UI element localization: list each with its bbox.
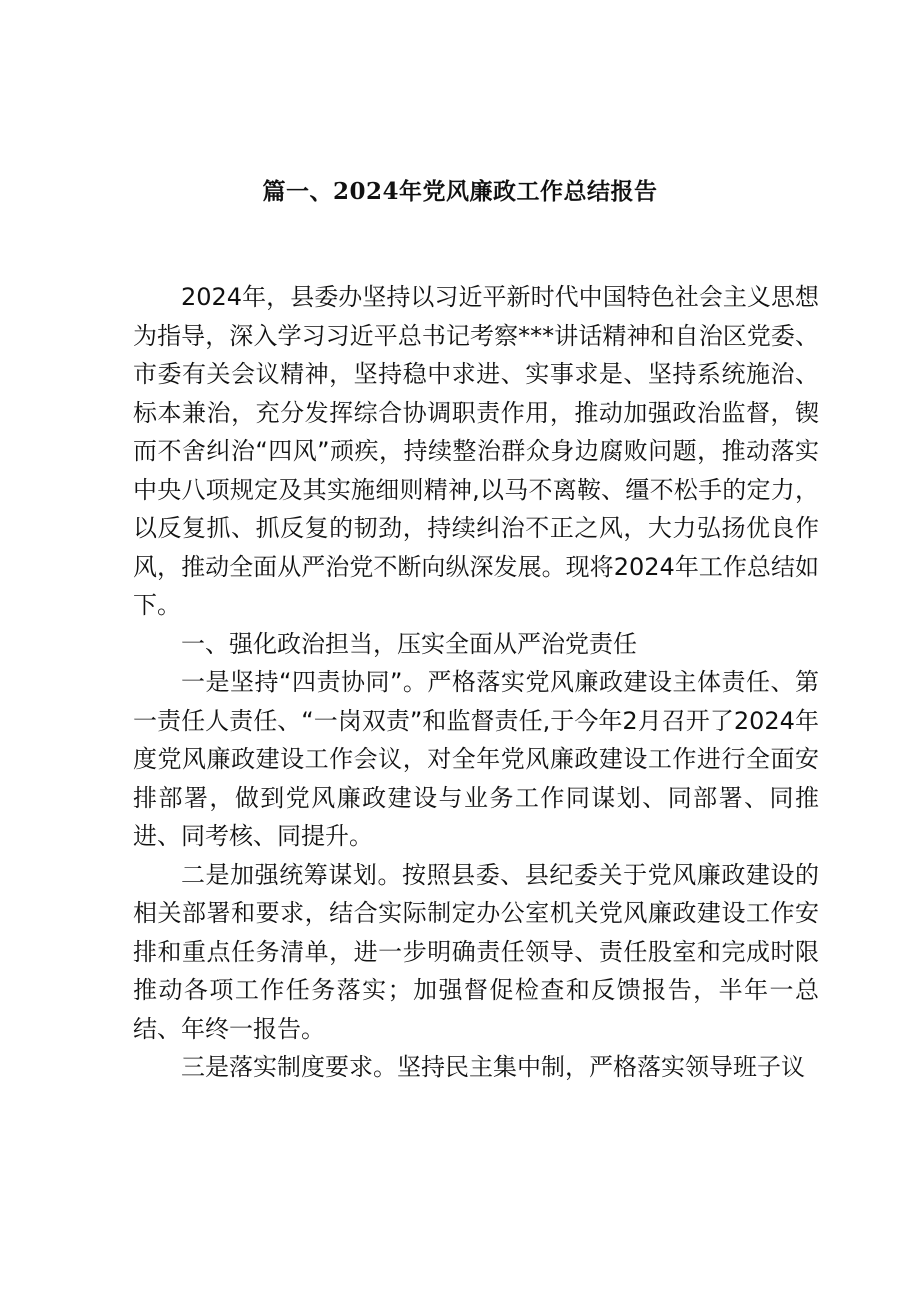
document-title: 篇一、2024年党风廉政工作总结报告: [262, 178, 658, 205]
paragraph-four-duties: 一是坚持“四责协同”。严格落实党风廉政建设主体责任、第一责任人责任、“一岗双责”和监督责任,于今年2月召开了2024年度党风廉政建设工作会议，对全年党风廉政建设工作进行全面安排部署，做到党风廉政建设与业务工作同谋划、同部署、同推进、同考核、同提升。: [133, 668, 819, 850]
section-heading-1: 一、强化政治担当，压实全面从严治党责任: [181, 629, 637, 658]
document-body: [133, 278, 819, 1087]
intro-paragraph: 2024年，县委办坚持以习近平新时代中国特色社会主义思想为指导，深入学习习近平总书记考察***讲话精神和自治区党委、市委有关会议精神，坚持稳中求进、实事求是、坚持系统施治、标本兼治，充分发挥综合协调职责作用，推动加强政治监督，锲而不舍纠治“四风”顽疾，持续整治群众身边腐败问题，推动落实中央八项规定及其实施细则精神,以马不离鞍、缰不松手的定力，以反复抓、抓反复的韧劲，持续纠治不正之风，大力弘扬优良作风，推动全面从严治党不断向纵深发展。现将2024年工作总结如下。: [133, 283, 819, 619]
paragraph-system-requirements: 三是落实制度要求。坚持民主集中制，严格落实领导班子议: [181, 1053, 805, 1081]
paragraph-planning: 二是加强统筹谋划。按照县委、县纪委关于党风廉政建设的相关部署和要求，结合实际制定办公室机关党风廉政建设工作安排和重点任务清单，进一步明确责任领导、责任股室和完成时限推动各项工作任务落实；加强督促检查和反馈报告，半年一总结、年终一报告。: [133, 860, 819, 1043]
